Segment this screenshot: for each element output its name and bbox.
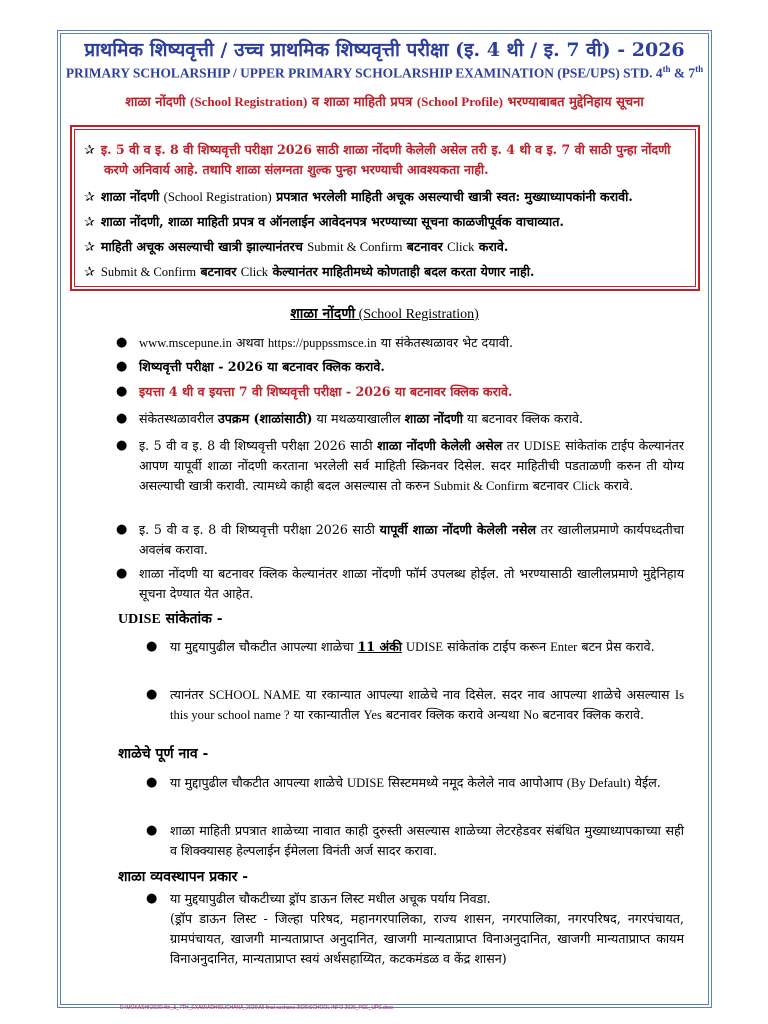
- notice-item: ✰ शाळा नोंदणी, शाळा माहिती प्रपत्र व ऑनलाईन आवेदनपत्र भरण्याच्या सूचना काळजीपूर्वक वाचाव्यात.: [84, 214, 564, 230]
- notice-item: ✰ शाळा नोंदणी (School Registration) प्रपत्रात भरलेली माहिती अचूक असल्याची खात्री स्वत: मुख्याध्यापकांनी करावी.: [84, 189, 633, 205]
- subtitle: शाळा नोंदणी (School Registration) व शाळा माहिती प्रपत्र (School Profile) भरण्याबाबत मुद्देनिहाय सूचना: [125, 94, 644, 110]
- star-icon: ✰: [84, 240, 95, 255]
- udise-heading: UDISE सांकेतांक -: [118, 611, 223, 627]
- notice-item: ✰ इ. 5 वी व इ. 8 वी शिष्यवृत्ती परीक्षा 2026 साठी शाळा नोंदणी केलेली असेल तरी इ. 4 थी व इ. 7 वी साठी पुन्हा नोंदणी करणे अनिवार्य आहे. तथापि शाळा संलग्नता शुल्क पुन्हा भरण्याची आवश्यकता नाही.: [84, 142, 671, 177]
- list-item: या मुद्दयापुढील चौकटीच्या ड्रॉप डाऊन लिस्ट मधील अचूक पर्याय निवडा.: [170, 891, 491, 906]
- list-item: त्यानंतर SCHOOL NAME या रकान्यात आपल्या शाळेचे नाव दिसेल. सदर नाव आपल्या शाळेचे असल्यास Is this your school name ? या रकान्यातील Yes बटनावर क्लिक करावे अन्यथा No बटनावर क्लिक करावे.: [170, 687, 684, 722]
- bullet-icon: ●: [116, 335, 128, 350]
- list-item: संकेतस्थळावरील उपक्रम (शाळांसाठी) या मथळयाखालील शाळा नोंदणी या बटनावर क्लिक करावे.: [139, 411, 583, 426]
- title-english: PRIMARY SCHOLARSHIP / UPPER PRIMARY SCHOLARSHIP EXAMINATION (PSE/UPS) STD. 4th & 7th: [65, 64, 704, 81]
- list-item: www.mscepune.in अथवा https://puppssmsce.in या संकेतस्थळावर भेट दयावी.: [139, 335, 514, 350]
- list-item: या मुद्दापुढील चौकटीत आपल्या शाळेचे UDISE सिस्टममध्ये नमूद केलेले नाव आपोआप (By Default) येईल.: [170, 775, 661, 790]
- star-icon: ✰: [84, 265, 95, 280]
- bullet-icon: ●: [116, 359, 128, 374]
- list-item: शाळा नोंदणी या बटनावर क्लिक केल्यानंतर शाळा नोंदणी फॉर्म उपलब्ध होईल. तो भरण्यासाठी खालीलप्रमाणे मुद्देनिहाय सूचना देण्यात येत आहेत.: [139, 566, 684, 601]
- bullet-icon: ●: [116, 411, 128, 426]
- school-name-heading: शाळेचे पूर्ण नाव -: [118, 746, 209, 762]
- star-icon: ✰: [84, 143, 95, 158]
- management-heading: शाळा व्यवस्थापन प्रकार -: [118, 869, 249, 885]
- star-icon: ✰: [84, 190, 95, 205]
- list-item: इयत्ता 4 थी व इयत्ता 7 वी शिष्यवृत्ती परीक्षा - 2026 या बटनावर क्लिक करावे.: [139, 384, 513, 399]
- section-title: शाळा नोंदणी (School Registration): [290, 306, 479, 322]
- bullet-icon: ●: [116, 384, 128, 399]
- bullet-icon: ●: [116, 566, 128, 581]
- notice-item: ✰ माहिती अचूक असल्याची खात्री झाल्यानंतरच Submit & Confirm बटनावर Click करावे.: [84, 239, 509, 255]
- star-icon: ✰: [84, 215, 95, 230]
- list-item: शिष्यवृत्ती परीक्षा - 2026 या बटनावर क्लिक करावे.: [139, 359, 385, 374]
- list-item: इ. 5 वी व इ. 8 वी शिष्यवृत्ती परीक्षा 2026 साठी यापूर्वी शाळा नोंदणी केलेली नसेल तर खालीलप्रमाणे कार्यपध्दतीचा अवलंब करावा.: [139, 522, 684, 557]
- bullet-icon: ●: [116, 438, 128, 453]
- list-item: इ. 5 वी व इ. 8 वी शिष्यवृत्ती परीक्षा 2026 साठी शाळा नोंदणी केलेली असेल तर UDISE सांकेतांक टाईप केल्यानंतर आपण यापूर्वी शाळा नोंदणी करताना भरलेली सर्व माहिती स्क्रिनवर दिसेल. सदर माहितीची पडताळणी करुन ती योग्य असल्याची खात्री करावी. त्यामध्ये काही बदल असल्यास तो करुन Submit & Confirm बटनावर Click करावे.: [139, 438, 684, 493]
- title-marathi: प्राथमिक शिष्यवृत्ती / उच्च प्राथमिक शिष्यवृत्ती परीक्षा (इ. 4 थी / इ. 7 वी) - 2026: [84, 39, 685, 61]
- list-item: (ड्रॉप डाऊन लिस्ट - जिल्हा परिषद, महानगरपालिका, राज्य शासन, नगरपालिका, नगरपरिषद, नगरपंचायत, ग्रामपंचायत, खाजगी मान्यताप्राप्त अनुदानित, खाजगी मान्यताप्राप्त विनाअनुदानित, खाजगी मान्यताप्राप्त कायम विनाअनुदानित, मान्यताप्राप्त स्वयं अर्थसहाय्यित, कटकमंडळ व केंद्र शासन): [170, 911, 684, 966]
- notice-item: ✰ Submit & Confirm बटनावर Click केल्यानंतर माहितीमध्ये कोणताही बदल करता येणार नाही.: [84, 264, 535, 280]
- list-item: शाळा माहिती प्रपत्रात शाळेच्या नावात काही दुरुस्ती असल्यास शाळेच्या लेटरहेडवर संबंधित मुख्याध्यापकाच्या सही व शिक्क्यासह हेल्पलाईन ईमेलला विनंती अर्ज सादर करावा.: [170, 823, 684, 858]
- bullet-icon: ●: [116, 522, 128, 537]
- list-item: या मुद्दयापुढील चौकटीत आपल्या शाळेचा 11 अंकी UDISE सांकेतांक टाईप करून Enter बटन प्रेस करावे.: [170, 639, 655, 654]
- file-path-footer: D:\MOKASHI\2026\4th_&_7TH_EXAM\ADHISUCHANA_2026\All final suchana 2026\SCHOOL INFO 2026_PSE_UPS.docx: [120, 1005, 394, 1011]
- bullet-icon: ●: [146, 687, 158, 702]
- bullet-icon: ●: [146, 639, 158, 654]
- bullet-icon: ●: [146, 775, 158, 790]
- bullet-icon: ●: [146, 823, 158, 838]
- bullet-icon: ●: [146, 891, 158, 906]
